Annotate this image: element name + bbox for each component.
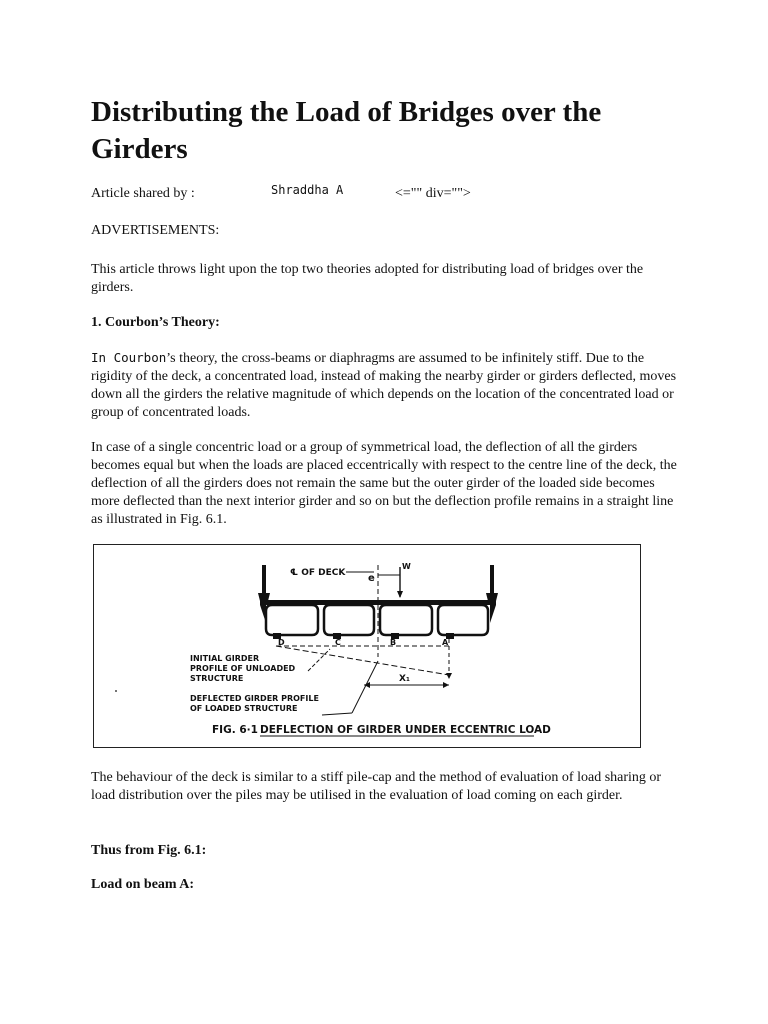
girder-label-b: B xyxy=(390,638,397,647)
girder-label-a: A xyxy=(442,638,449,647)
intro-paragraph: This article throws light upon the top two theories adopted for distributing load of bridges over the girders. xyxy=(91,262,644,295)
initial-profile-label-1: INITIAL GIRDER xyxy=(190,654,260,663)
girder-label-d: D xyxy=(278,638,285,647)
article-title: Distributing the Load of Bridges over the Girders xyxy=(91,96,602,165)
initial-profile-label-3: STRUCTURE xyxy=(190,674,244,683)
left-post xyxy=(262,565,266,595)
figure-caption-text: DEFLECTION OF GIRDER UNDER ECCENTRIC LOAD xyxy=(260,724,551,736)
paragraph-2: In case of a single concentric load or a group of symmetrical load, the deflection of all the girders becomes equal but when the loads are placed eccentrically with respect to the centre line of the deck, the deflection of all the girders does not remain the same but the outer girder of the loaded side becomes more deflected than the next interior girder and so on but the deflection profile remains in a straight line as illustrated in Fig. 6.1. xyxy=(91,440,677,527)
initial-profile-label-2: PROFILE OF UNLOADED xyxy=(190,664,296,673)
right-post xyxy=(490,565,494,595)
section-heading-courbon: 1. Courbon’s Theory: xyxy=(91,315,220,330)
deck-centre-label: ℄ OF DECK xyxy=(290,568,346,578)
load-label: W xyxy=(402,562,411,571)
figure-6-1 xyxy=(93,544,641,748)
x1-label: X₁ xyxy=(399,674,410,684)
paragraph-1 xyxy=(91,349,683,422)
heading-thus-from-fig: Thus from Fig. 6.1: xyxy=(91,843,207,858)
paragraph-1-rest: ’s theory, the cross-beams or diaphragms are assumed to be infinitely stiff. Due to the rigidity of the deck, a concentrated load, instead of making the nearby girder or girders deflected, moves down all the girders the relative magnitude of which depends on the location of the concentrated load or group of concentrated loads. xyxy=(91,351,677,420)
deflected-profile-line xyxy=(276,646,449,675)
deflection-diagram xyxy=(94,545,640,747)
article-meta xyxy=(91,185,691,203)
paragraph-1-lead: In Courbon xyxy=(91,350,167,365)
paragraph-3: The behaviour of the deck is similar to a stiff pile-cap and the method of evaluation of load sharing or load distribution over the piles may be utilised in the evaluation of load coming on each girder. xyxy=(91,770,662,803)
deflected-profile-label-1: DEFLECTED GIRDER PROFILE xyxy=(190,694,319,703)
heading-load-on-beam-a: Load on beam A: xyxy=(91,877,195,892)
figure-caption-number: FIG. 6·1 xyxy=(212,724,258,736)
girder-label-c: C xyxy=(335,638,341,647)
stray-markup-text: <="" div=""> xyxy=(395,186,471,201)
deflected-profile-label-2: OF LOADED STRUCTURE xyxy=(190,704,298,713)
shared-by-label: Article shared by : xyxy=(91,186,195,201)
author-name[interactable]: Shraddha A xyxy=(271,183,344,197)
eccentricity-label: e xyxy=(368,573,375,584)
advertisements-label: ADVERTISEMENTS: xyxy=(91,223,220,238)
